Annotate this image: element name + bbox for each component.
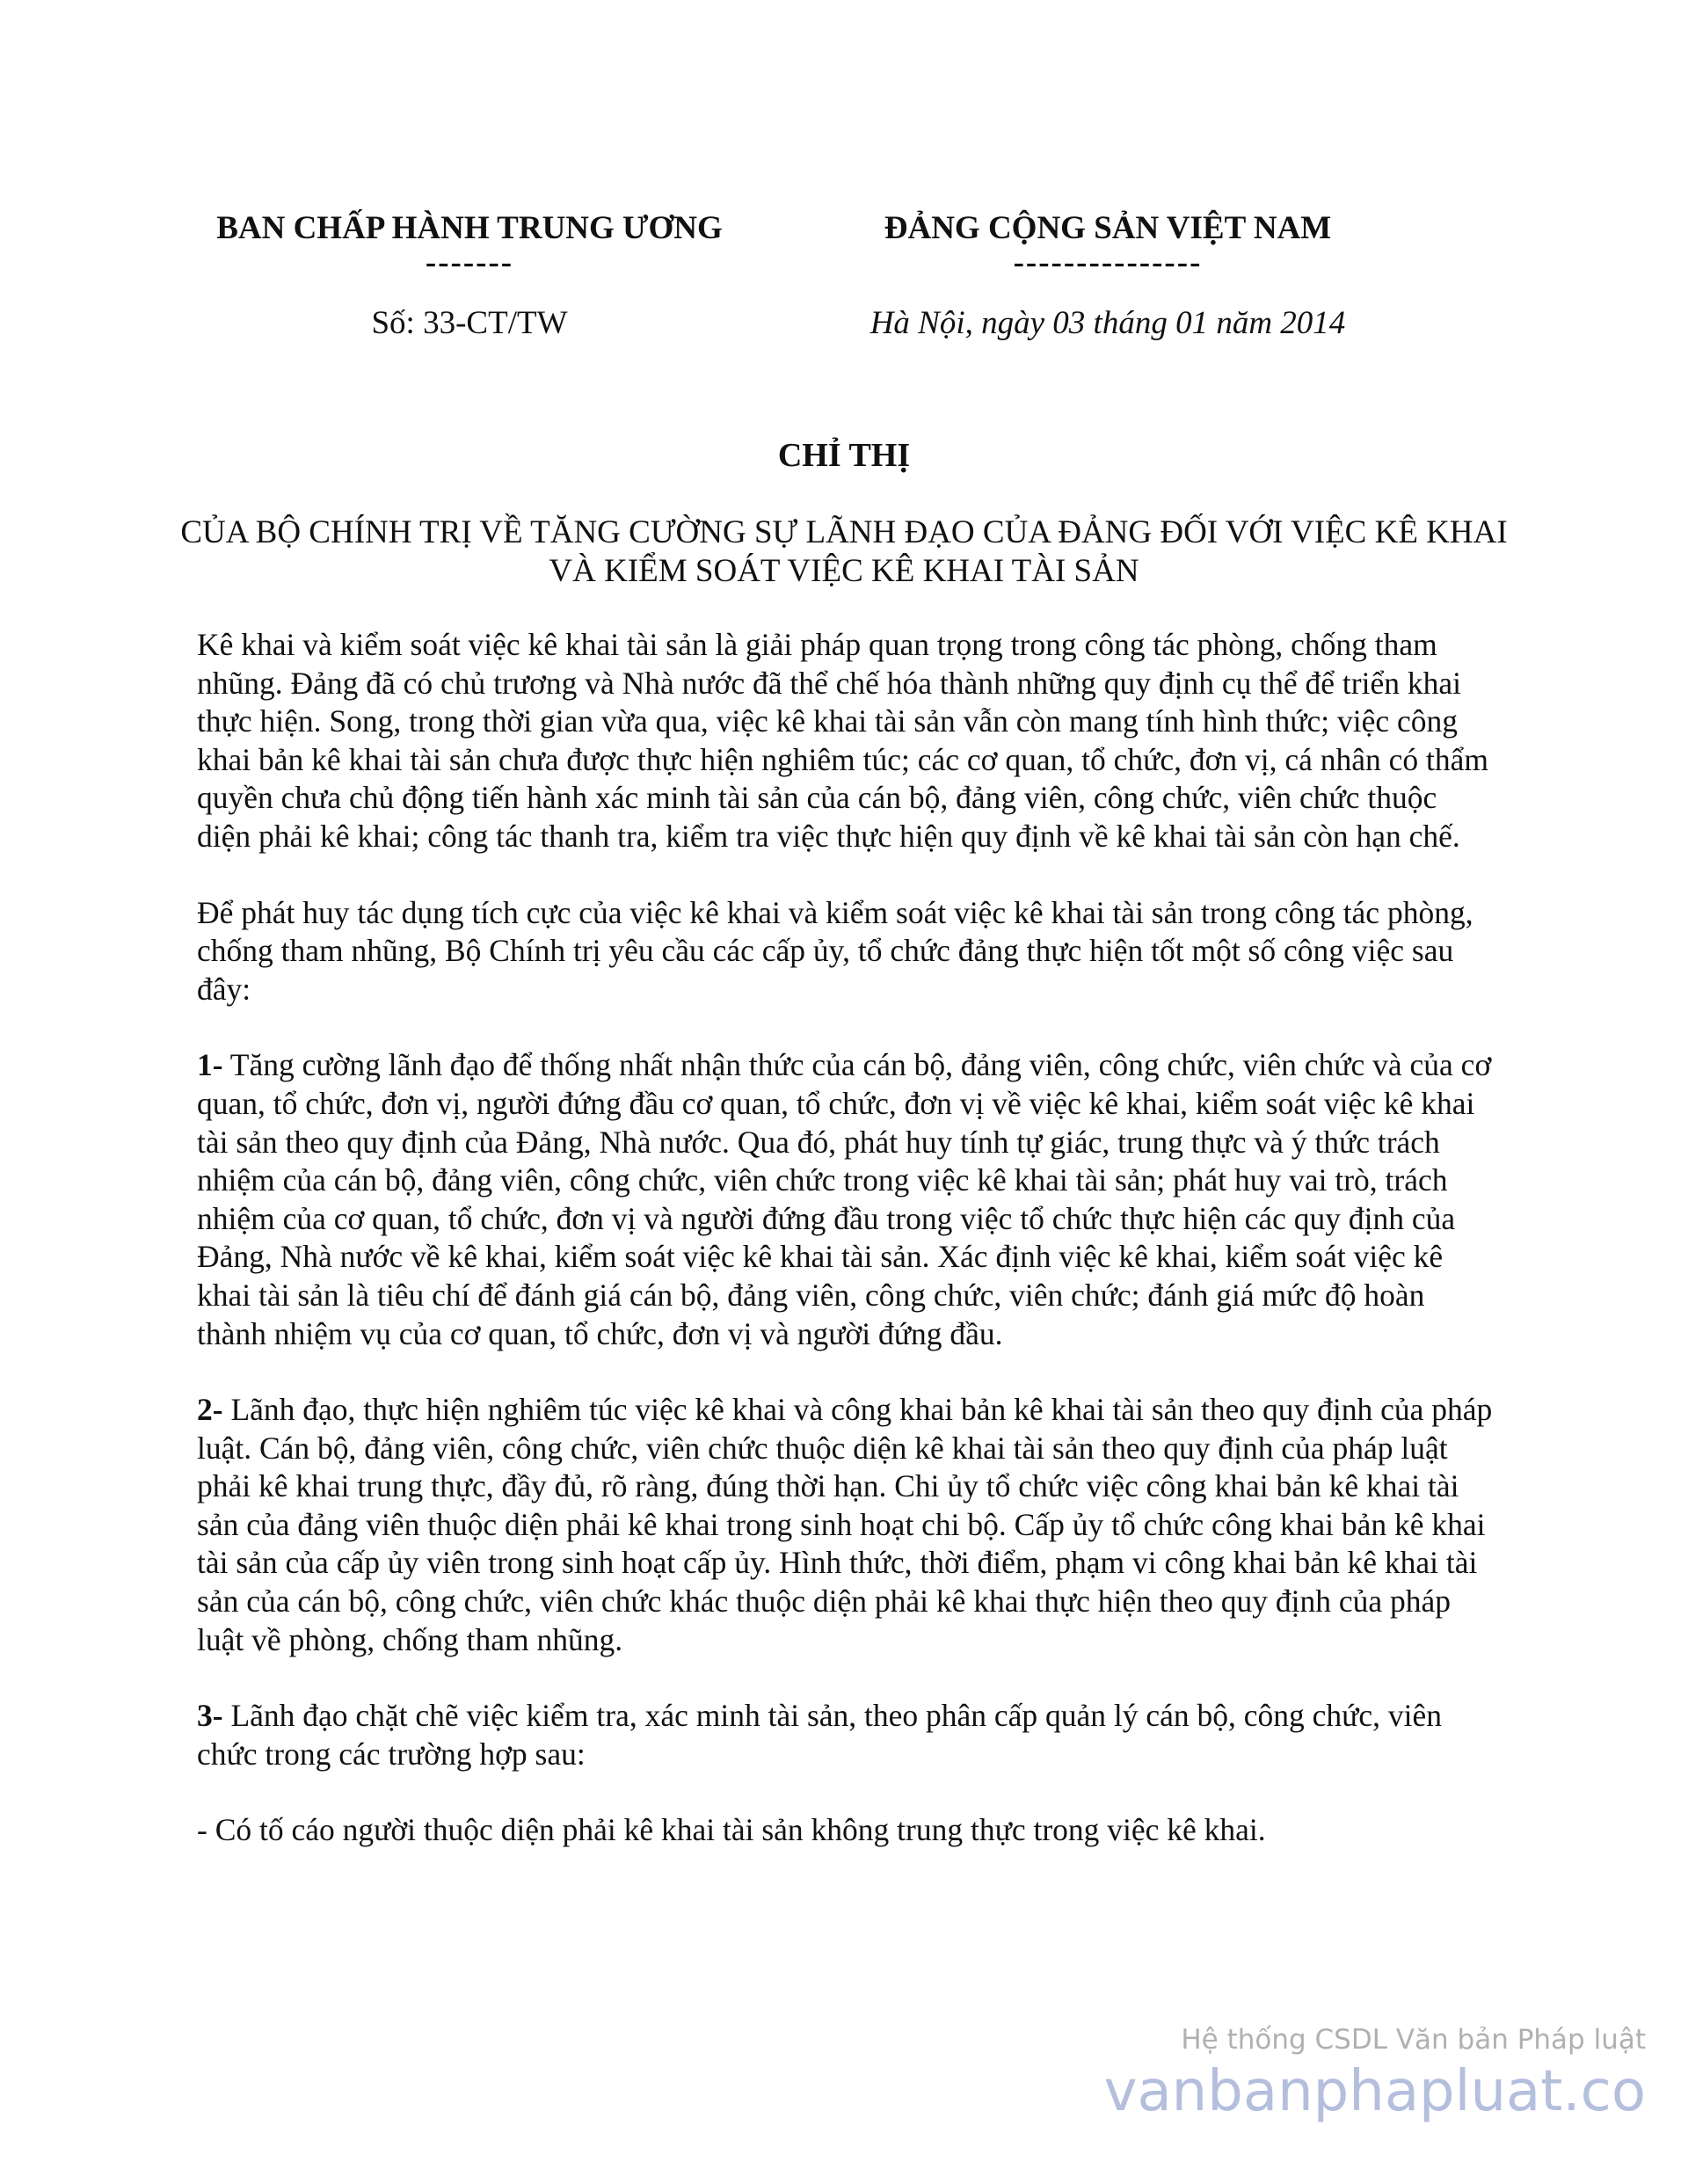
- paragraph-intro-1: Kê khai và kiểm soát việc kê khai tài sản là giải pháp quan trọng trong công tác phòng, chống tham nhũng. Đảng đã có chủ trương và Nhà nước đã thể chế hóa thành những quy định cụ thể để triển khai thực hiện. Song, trong thời gian vừa qua, việc kê khai tài sản vẫn còn mang tính hình thức; việc công khai bản kê khai tài sản chưa được thực hiện nghiêm túc; các cơ quan, tổ chức, đơn vị, cá nhân có thẩm quyền chưa chủ động tiến hành xác minh tài sản của cán bộ, đảng viên, công chức, viên chức thuộc diện phải kê khai; công tác thanh tra, kiểm tra việc thực hiện quy định về kê khai tài sản còn hạn chế.: [197, 627, 1488, 854]
- issuer-name: BAN CHẤP HÀNH TRUNG ƯƠNG: [216, 210, 723, 246]
- item-text: Tăng cường lãnh đạo để thống nhất nhận thức của cán bộ, đảng viên, công chức, viên chức và của cơ quan, tổ chức, đơn vị, người đứng đầu cơ quan, tổ chức, đơn vị về việc kê khai, kiểm soát việc kê khai tài sản theo quy định của Đảng, Nhà nước. Qua đó, phát huy tính tự giác, trung thực và ý thức trách nhiệm của cán bộ, đảng viên, công chức, viên chức trong việc kê khai tài sản; phát huy vai trò, trách nhiệm của cơ quan, tổ chức, đơn vị và người đứng đầu trong việc tổ chức thực hiện các quy định của Đảng, Nhà nước về kê khai, kiểm soát việc kê khai tài sản. Xác định việc kê khai, kiểm soát việc kê khai tài sản là tiêu chí để đánh giá cán bộ, đảng viên, công chức, viên chức; đánh giá mức độ hoàn thành nhiệm vụ của cơ quan, tổ chức, đơn vị và người đứng đầu.: [197, 1047, 1492, 1351]
- document-header: [0, 209, 1688, 350]
- document-number: Số: 33-CT/TW: [371, 305, 568, 341]
- issue-date: Hà Nội, ngày 03 tháng 01 năm 2014: [869, 305, 1346, 341]
- party-divider: ---------------: [1013, 244, 1203, 280]
- issuer-divider: -------: [425, 244, 514, 280]
- document-title: CHỈ THỊ: [777, 437, 911, 474]
- item-number: 1-: [197, 1047, 223, 1083]
- paragraph-item-1: [197, 1046, 1498, 1353]
- item-number: 2-: [197, 1392, 223, 1428]
- item-text: Lãnh đạo, thực hiện nghiêm túc việc kê khai và công khai bản kê khai tài sản theo quy định của pháp luật. Cán bộ, đảng viên, công chức, viên chức thuộc diện kê khai tài sản theo quy định của pháp luật phải kê khai trung thực, đầy đủ, rõ ràng, đúng thời hạn. Chi ủy tổ chức việc công khai bản kê khai tài sản của đảng viên thuộc diện phải kê khai trong sinh hoạt chi bộ. Cấp ủy tổ chức công khai bản kê khai tài sản của cấp ủy viên trong sinh hoạt cấp ủy. Hình thức, thời điểm, phạm vi công khai bản kê khai tài sản của cán bộ, công chức, viên chức khác thuộc diện phải kê khai thực hiện theo quy định của pháp luật về phòng, chống tham nhũng.: [197, 1392, 1493, 1657]
- watermark-caption: Hệ thống CSDL Văn bản Pháp luật: [1181, 2024, 1646, 2056]
- paragraph-item-3: [197, 1697, 1498, 1773]
- watermark: [1104, 2022, 1646, 2126]
- watermark-site: vanbanphapluat.co: [1103, 2059, 1646, 2124]
- paragraph-intro-2: Để phát huy tác dụng tích cực của việc kê khai và kiểm soát việc kê khai tài sản trong công tác phòng, chống tham nhũng, Bộ Chính trị yêu cầu các cấp ủy, tổ chức đảng thực hiện tốt một số công việc sau đây:: [197, 894, 1473, 1007]
- paragraph-bullet-1: - Có tố cáo người thuộc diện phải kê khai tài sản không trung thực trong việc kê khai.: [197, 1812, 1266, 1848]
- paragraph-item-2: [197, 1391, 1498, 1659]
- item-text: Lãnh đạo chặt chẽ việc kiểm tra, xác minh tài sản, theo phân cấp quản lý cán bộ, công chức, viên chức trong các trường hợp sau:: [197, 1698, 1443, 1772]
- document-body: [197, 626, 1498, 1888]
- party-name: ĐẢNG CỘNG SẢN VIỆT NAM: [884, 210, 1332, 246]
- issuer-block: [188, 209, 751, 343]
- document-subtitle: CỦA BỘ CHÍNH TRỊ VỀ TĂNG CƯỜNG SỰ LÃNH ĐẠO CỦA ĐẢNG ĐỐI VỚI VIỆC KÊ KHAI VÀ KIỂM SOÁT VIỆC KÊ KHAI TÀI SẢN: [180, 514, 1508, 589]
- party-block: [809, 209, 1407, 343]
- item-number: 3-: [197, 1698, 223, 1734]
